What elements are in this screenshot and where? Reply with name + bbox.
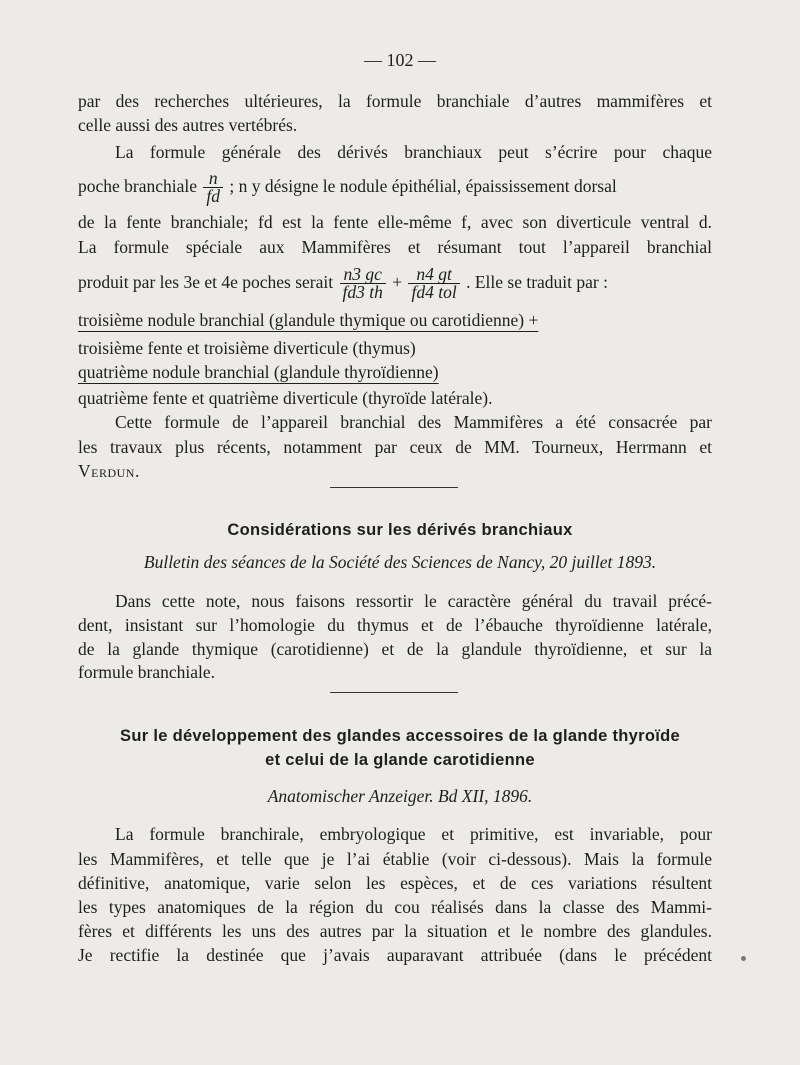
section-divider <box>330 692 458 693</box>
section-source: Bulletin des séances de la Société des Sciences de Nancy, 20 juillet 1893. <box>143 552 657 572</box>
paragraph-line: les Mammifères, et telle que je l’ai établie (voir ci-dessous). Mais la formule <box>78 849 712 869</box>
paragraph-line: La formule générale des dérivés branchiaux peut s’écrire pour chaque <box>115 142 712 162</box>
formula-term-line: quatrième fente et quatrième diverticule (thyroïde latérale). <box>78 388 493 408</box>
section-heading: et celui de la glande carotidienne <box>265 751 535 769</box>
fraction-fourth-pouch <box>408 266 459 301</box>
paragraph-line: définitive, anatomique, varie selon les espèces, et de ces variations résultent <box>78 873 712 893</box>
fraction-denominator: fd4 tol <box>411 282 457 303</box>
page-number: — 102 — <box>364 50 436 70</box>
plus-sign: + <box>392 272 403 292</box>
fraction-numerator: n4 gt <box>408 266 459 284</box>
text-fragment: poche branchiale <box>78 176 198 196</box>
formula-term-line: troisième nodule branchial (glandule thymique ou carotidienne) + <box>78 310 539 330</box>
paragraph-line: Je rectifie la destinée que j’avais auparavant attribuée (dans le précédent <box>78 945 712 965</box>
text-fragment: ; n y désigne le nodule épithélial, épaississement dorsal <box>229 176 617 196</box>
formula-line-2 <box>78 262 712 302</box>
section-divider <box>330 487 458 488</box>
fraction-denominator: fd <box>206 186 221 207</box>
section-heading: Considérations sur les dérivés branchiaux <box>227 521 573 539</box>
paragraph-line: celle aussi des autres vertébrés. <box>78 115 298 135</box>
paper-speck <box>741 956 746 961</box>
text-fragment: . Elle se traduit par : <box>466 272 608 292</box>
paragraph-line: de la glande thymique (carotidienne) et de la glandule thyroïdienne, et sur la <box>78 639 712 659</box>
paragraph-line: Verdun. <box>78 461 140 481</box>
section-heading: Sur le développement des glandes accessoires de la glande thyroïde <box>120 727 680 745</box>
paragraph-line: Cette formule de l’appareil branchial des Mammifères a été consacrée par <box>115 412 712 432</box>
paragraph-line: La formule branchirale, embryologique et primitive, est invariable, pour <box>115 824 712 844</box>
fraction-denominator: fd3 th <box>342 282 383 303</box>
paragraph-line: fères et différents les uns des autres par la situation et le nombre des glandules. <box>78 921 712 941</box>
section-source: Anatomischer Anzeiger. Bd XII, 1896. <box>267 786 533 806</box>
formula-line-1 <box>78 166 712 206</box>
fraction-n-fd <box>203 170 223 205</box>
paragraph-line: dent, insistant sur l’homologie du thymus et de l’ébauche thyroïdienne latérale, <box>78 615 712 635</box>
paragraph-line: les types anatomiques de la région du cou réalisés dans la classe des Mammi- <box>78 897 712 917</box>
text-fragment: produit par les 3e et 4e poches serait <box>78 272 334 292</box>
paragraph-line: La formule spéciale aux Mammifères et résumant tout l’appareil branchial <box>78 237 712 257</box>
paragraph-line: formule branchiale. <box>78 662 216 682</box>
paragraph-line: Dans cette note, nous faisons ressortir le caractère général du travail précé- <box>115 591 712 611</box>
paragraph-line: les travaux plus récents, notamment par ceux de MM. Tourneux, Herrmann et <box>78 437 712 457</box>
paragraph-line: de la fente branchiale; fd est la fente elle-même f, avec son diverticule ventral d. <box>78 212 712 232</box>
fraction-numerator: n3 gc <box>340 266 386 284</box>
formula-term-line: quatrième nodule branchial (glandule thyroïdienne) <box>78 362 439 382</box>
fraction-numerator: n <box>203 170 223 188</box>
formula-term-line: troisième fente et troisième diverticule (thymus) <box>78 338 416 358</box>
paragraph-line: par des recherches ultérieures, la formule branchiale d’autres mammifères et <box>78 91 712 111</box>
fraction-third-pouch <box>340 266 386 301</box>
